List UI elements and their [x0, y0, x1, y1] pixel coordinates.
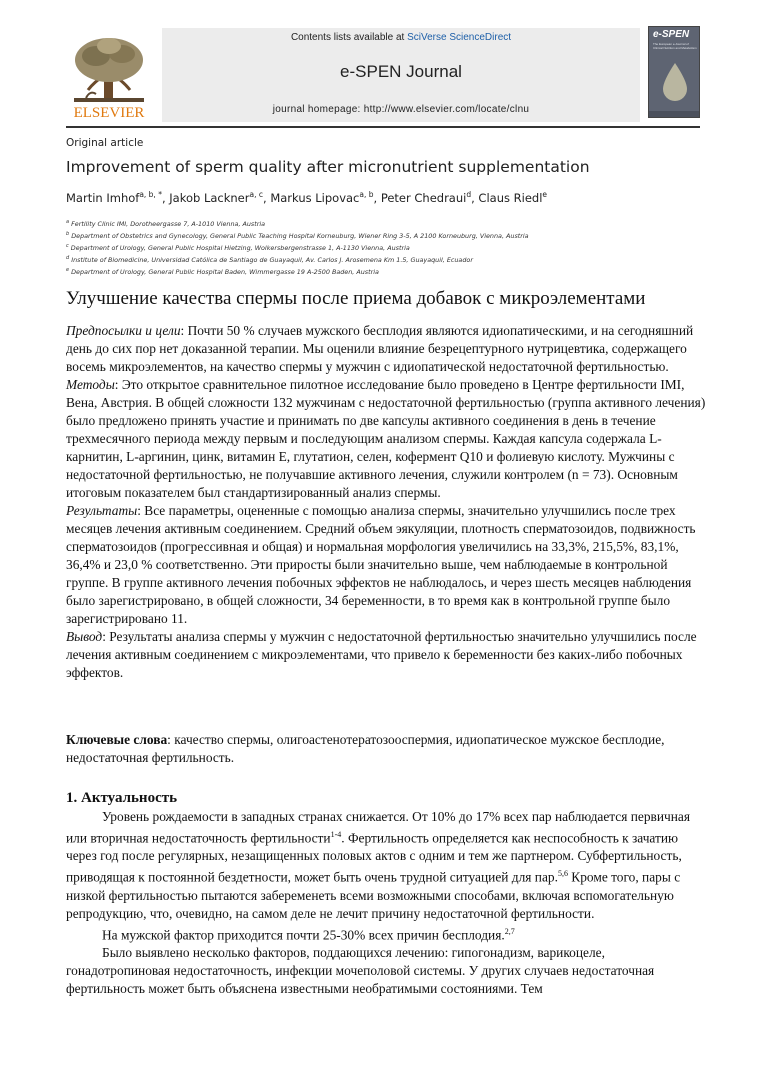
citation: 5,6 [557, 869, 568, 879]
author-affiliation-mark: d [466, 190, 472, 199]
abstract-methods: Методы: Это открытое сравнительное пилотное исследование было проведено в Центре фертильности IMI, Вена, Австрия. В общей сложности 132 мужчинам с недостаточной фертильностью (группа активного лечения) было предложено принять участие и принимать по две капсулы активного соединения в день в течение трехмесячного периода между первым и последующим анализом спермы. Каждая капсула содержала L-карнитин, L-аргинин, цинк, витамин E, глутатион, селен, кофермент Q10 и фолиевую кислоту. Мужчины с недостаточной фертильностью, не получавшие активного лечения, служили контролем (n = 73). Основным итоговым показателем был стандартизированный анализ спермы. [66, 377, 706, 500]
affiliation: $^a$ Fertility Clinic IMI, Dorotheergasse 7, A-1010 Vienna, Austria [66, 219, 266, 229]
cover-subtitle: The European e-Journal of Clinical Nutrition and Metabolism [653, 42, 697, 50]
author-name: Claus Riedl [478, 190, 543, 205]
affiliation: $^e$ Department of Urology, General Public Hospital Baden, Wimmergasse 19 A-2500 Baden, Austria [66, 266, 379, 276]
author-name: Peter Chedraui [380, 190, 467, 205]
article-title: Improvement of sperm quality after micronutrient supplementation [66, 158, 590, 176]
author-list: Martin Imhof$^{a, b, *}$, Jakob Lackner$^{a, c}$, Markus Lipovac$^{a, b}$, Peter Chedraui$^d$, Claus Riedl$^e$ [66, 190, 548, 205]
tree-icon [74, 38, 144, 102]
section-label: Результаты [66, 503, 138, 518]
affiliation-list [66, 218, 706, 278]
header-divider [66, 126, 700, 128]
citation: 2,7 [504, 926, 515, 936]
affiliation: $^c$ Department of Urology, General Public Hospital Hietzing, Wolkersbergenstrasse 1, A-1130 Vienna, Austria [66, 242, 410, 252]
droplet-icon [663, 63, 687, 101]
cover-title: e-SPEN [653, 29, 690, 40]
abstract-results: Результаты: Все параметры, оцененные с помощью анализа спермы, значительно улучшились после трех месяцев лечения активным соединением. Средний объем эякуляции, плотность сперматозоидов, подвижность сперматозоидов (прогрессивная и общая) и нормальная морфология увеличились на 33,3%, 215,5%, 83,1%, 36,4% и 23,0 % соответственно. Эти приросты были значительно выше, чем наблюдаемые в контрольной группе. В группе активного лечения побочных эффектов не наблюдалось, и через шесть месяцев наблюдения было зарегистрировано, в общей сложности, 34 беременности, в то время как в контрольной группе было зарегистрировано 11. [66, 503, 696, 626]
citation: 1-4 [330, 830, 342, 839]
section-label: Методы [66, 377, 115, 392]
publisher-name: ELSEVIER [73, 105, 145, 121]
abstract-background: Предпосылки и цели: Почти 50 % случаев мужского бесплодия являются идиопатическими, и на сегодняшний день до сих пор нет доказанной терапии. Мы оценили влияние безрецептурного нутрицевтика, содержащего восемь микроэлементов, на качество спермы у мужчин с идиопатической недостаточной фертильностью. [66, 323, 694, 374]
journal-cover [648, 26, 700, 118]
author-name: Markus Lipovac [270, 190, 360, 205]
paragraph: Было выявлено несколько факторов, поддающихся лечению: гипогонадизм, варикоцеле, гонадотропиновая недостаточность, инфекции мочеполовой системы. У других случаев недостаточная фертильность может быть объяснена известными необратимыми состояниями. Тем [66, 945, 655, 997]
affiliation: $^b$ Department of Obstetrics and Gynecology, General Public Teaching Hospital Korneuburg, Wiener Ring 3-5, A 2100 Korneuburg, Vienna, Austria [66, 230, 529, 241]
author-affiliation-mark: e [542, 190, 548, 199]
journal-homepage[interactable]: journal homepage: http://www.elsevier.com/locate/clnu [272, 104, 530, 115]
keywords: Ключевые слова: качество спермы, олигоастенотератозооспермия, идиопатическое мужское бесплодие, недостаточная фертильность. [66, 732, 665, 765]
journal-name: e-SPEN Journal [340, 62, 462, 81]
affiliation: $^d$ Institute of Biomedicine, Universidad Católica de Santiago de Guayaquil, Av. Carlos J. Arosemena Km 1.5, Guayaquil, Ecuador [66, 254, 473, 264]
contents-available: Contents lists available at SciVerse ScienceDirect [290, 32, 512, 43]
paragraph: Уровень рождаемости в западных странах снижается. От 10% до 17% всех пар наблюдается первичная или вторичная недостаточность фертильности$^{1-4}$. Фертильность определяется как неспособность к зачатию через год после регулярных, незащищенных половых актов с одним и тем же партнером. Субфертильность, приводящая к постоянной бездетности, может быть очень трудной ситуацией для пар.$^{5,6}$ Кроме того, пары с низкой фертильностью пытаются забеременеть всеми возможными способами, включая вспомогательную репродукцию, что, очевидно, на самом деле не лечит причину недостаточной фертильности. [66, 809, 691, 921]
keywords-label: Ключевые слова [66, 732, 168, 747]
journal-header [162, 28, 640, 122]
section-label: Предпосылки и цели [66, 323, 181, 338]
translated-title: Улучшение качества спермы после приема добавок с микроэлементами [66, 288, 646, 309]
section-heading: 1. Актуальность [66, 790, 178, 806]
abstract [66, 322, 712, 682]
article-type: Original article [66, 137, 144, 149]
author-affiliation-mark: a, c [249, 190, 263, 199]
abstract-conclusion: Вывод: Результаты анализа спермы у мужчин с недостаточной фертильностью значительно улучшились после лечения активным соединением с микроэлементами, что привело к беременности без каких-либо побочных эффектов. [66, 629, 697, 680]
author-affiliation-mark: a, b, * [139, 190, 162, 199]
section-label: Вывод [66, 629, 103, 644]
section-body [66, 808, 712, 998]
author-name: Jakob Lackner [169, 190, 250, 205]
author-name: Martin Imhof [66, 190, 140, 205]
sciencedirect-link[interactable]: SciVerse ScienceDirect [407, 32, 512, 43]
author-affiliation-mark: a, b [359, 190, 374, 199]
elsevier-logo [66, 30, 152, 122]
paragraph: На мужской фактор приходится почти 25-30% всех причин бесплодия.$^{2,7}$ [102, 926, 515, 943]
